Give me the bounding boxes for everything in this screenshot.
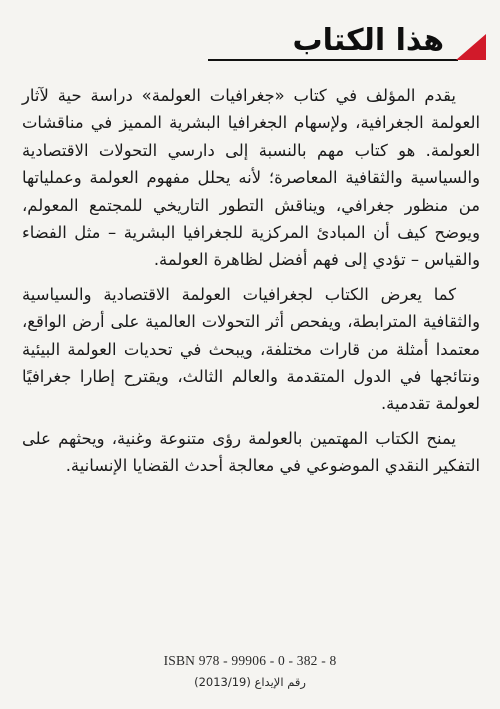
book-description [22,82,480,487]
description-paragraph-3: يمنح الكتاب المهتمين بالعولمة رؤى متنوعة وغنية، ويحثهم على التفكير النقدي الموضوعي في معالجة أحدث القضايا الإنسانية. [22,428,480,476]
section-header [208,22,486,62]
red-triangle-icon [456,34,486,60]
isbn-number: ISBN 978 - 99906 - 0 - 382 - 8 [163,653,337,668]
description-paragraph-1: يقدم المؤلف في كتاب «جغرافيات العولمة» دراسة حية لآثار العولمة الجغرافية، ولإسهام الجغرافيا البشرية المميز في مناقشات العولمة. هو كتاب مهم بالنسبة إلى دارسي التحولات الاقتصادية والسياسية والثقافية المعاصرة؛ لأنه يحلل مفهوم العولمة وعملياتها من منظور جغرافي، ويناقش التطور التاريخي للمجتمع المعولم، ويوضح كيف أن المبادئ المركزية للجغرافيا البشرية – مثل الفضاء والقياس – تؤدي إلى فهم أفضل لظاهرة العولمة. [22,86,480,270]
header-rule [208,59,458,61]
legal-deposit-number: رقم الإيداع (2013/19) [194,675,306,689]
description-paragraph-2: كما يعرض الكتاب لجغرافيات العولمة الاقتصادية والسياسية والثقافية المترابطة، ويفحص أثر التحولات العالمية على أرض الواقع، معتمدا أمثلة من قارات مختلفة، ويبحث في تحديات العولمة البيئية ونتائجها في الدول المتقدمة والعالم الثالث، ويقترح إطارا جغرافيًا لعولمة تقدمية. [22,284,480,414]
section-title: هذا الكتاب [292,23,444,58]
